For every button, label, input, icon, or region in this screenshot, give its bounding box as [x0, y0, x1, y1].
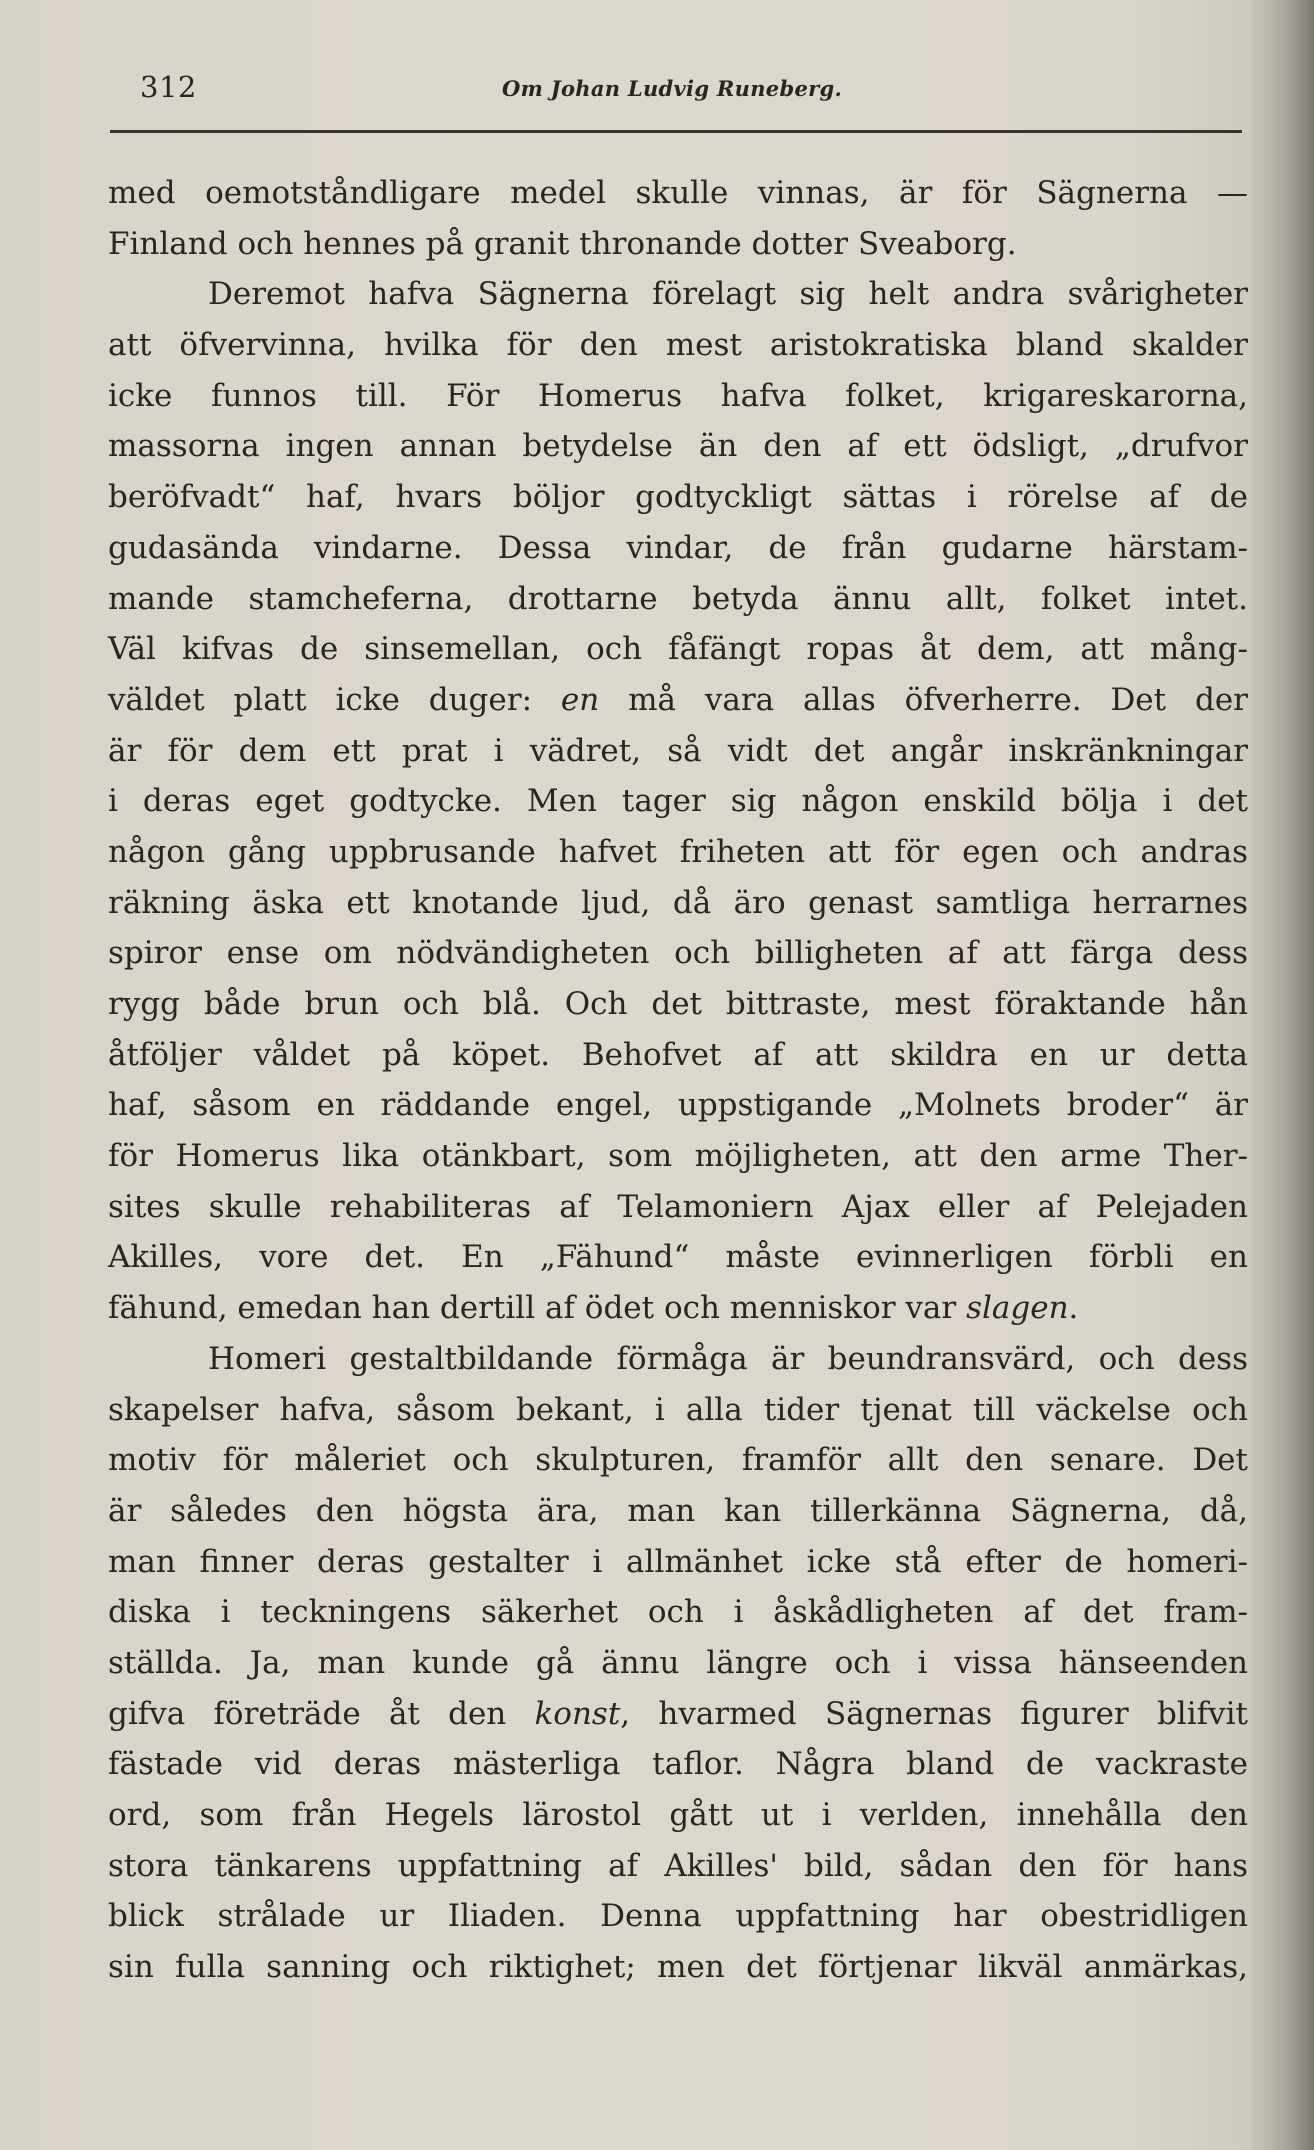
text-line: massorna ingen annan betydelse än den af ett ödsligt, „drufvor [108, 428, 1248, 465]
text-line: skapelser hafva, såsom bekant, i alla tider tjenat till väckelse och [108, 1391, 1248, 1428]
text-line: Akilles, vore det. En „Fähund“ måste evinnerligen förbli en [108, 1239, 1248, 1276]
text-line: med oemotståndligare medel skulle vinnas, är för Sägnerna — [108, 175, 1248, 211]
text-line: någon gång uppbrusande hafvet friheten att för egen och andras [108, 833, 1248, 870]
italic-word: en [560, 681, 600, 718]
text-line: åtföljer våldet på köpet. Behofvet af att skildra en ur detta [108, 1036, 1248, 1073]
text-line: spiror ense om nödvändigheten och billigheten af att färga dess [108, 935, 1248, 972]
text-line: väldet platt icke duger: en må vara allas öfverherre. Det der [108, 681, 1248, 718]
text-line: för Homerus lika otänkbart, som möjligheten, att den arme Ther- [108, 1138, 1248, 1175]
text-line: ord, som från Hegels lärostol gått ut i verlden, innehålla den [108, 1797, 1248, 1833]
body-text [108, 168, 1248, 1993]
text-line: är för dem ett prat i vädret, så vidt det angår inskränkningar [108, 732, 1248, 769]
page-number: 312 [140, 70, 197, 104]
italic-word: konst [534, 1695, 621, 1732]
text-line: är således den högsta ära, man kan tillerkänna Sägnerna, då, [108, 1492, 1248, 1529]
text-line: Deremot hafva Sägnerna förelagt sig helt andra svårigheter [208, 276, 1248, 313]
text-line: haf, såsom en räddande engel, uppstigande „Molnets broder“ är [108, 1087, 1248, 1124]
text-line: beröfvadt“ haf, hvars böljor godtyckligt sättas i rörelse af de [108, 479, 1248, 516]
running-head: Om Johan Ludvig Runeberg. [502, 76, 843, 101]
text-line: ställda. Ja, man kunde gå ännu längre och i vissa hänseenden [108, 1644, 1248, 1681]
text-line: fähund, emedan han dertill af ödet och menniskor var slagen. [108, 1290, 1079, 1327]
text-line: sin fulla sanning och riktighet; men det förtjenar likväl anmärkas, [108, 1949, 1248, 1986]
text-line: i deras eget godtycke. Men tager sig någon enskild bölja i det [108, 783, 1248, 820]
text-line: Finland och hennes på granit thronande dotter Sveaborg. [108, 225, 1017, 262]
page-header [140, 70, 1240, 110]
text-line: gifva företräde åt den konst, hvarmed Sägnernas figurer blifvit [108, 1695, 1248, 1732]
text-line: gudasända vindarne. Dessa vindar, de från gudarne härstam- [108, 529, 1248, 566]
text-line: fästade vid deras mästerliga taflor. Några bland de vackraste [108, 1746, 1248, 1783]
text-line: blick strålade ur Iliaden. Denna uppfattning har obestridligen [108, 1898, 1248, 1935]
text-line: motiv för måleriet och skulpturen, framför allt den senare. Det [108, 1442, 1248, 1479]
text-line: rygg både brun och blå. Och det bittraste, mest föraktande hån [108, 986, 1248, 1022]
text-line: stora tänkarens uppfattning af Akilles' bild, sådan den för hans [108, 1847, 1248, 1884]
text-line: sites skulle rehabiliteras af Telamoniern Ajax eller af Pelejaden [108, 1188, 1248, 1225]
text-line: man finner deras gestalter i allmänhet icke stå efter de homeri- [108, 1543, 1248, 1580]
text-line: diska i teckningens säkerhet och i åskådligheten af det fram- [108, 1594, 1248, 1631]
text-line: icke funnos till. För Homerus hafva folket, krigareskarorna, [108, 377, 1248, 414]
header-rule [110, 130, 1242, 133]
text-line: mande stamcheferna, drottarne betyda ännu allt, folket intet. [108, 580, 1248, 617]
italic-word: slagen [966, 1290, 1069, 1327]
text-line: att öfvervinna, hvilka för den mest aristokratiska bland skalder [108, 327, 1248, 364]
text-line: Homeri gestaltbildande förmåga är beundransvärd, och dess [208, 1340, 1248, 1377]
text-line: räkning äska ett knotande ljud, då äro genast samtliga herrarnes [108, 884, 1248, 921]
text-line: Väl kifvas de sinsemellan, och fåfängt ropas åt dem, att mång- [108, 631, 1248, 668]
